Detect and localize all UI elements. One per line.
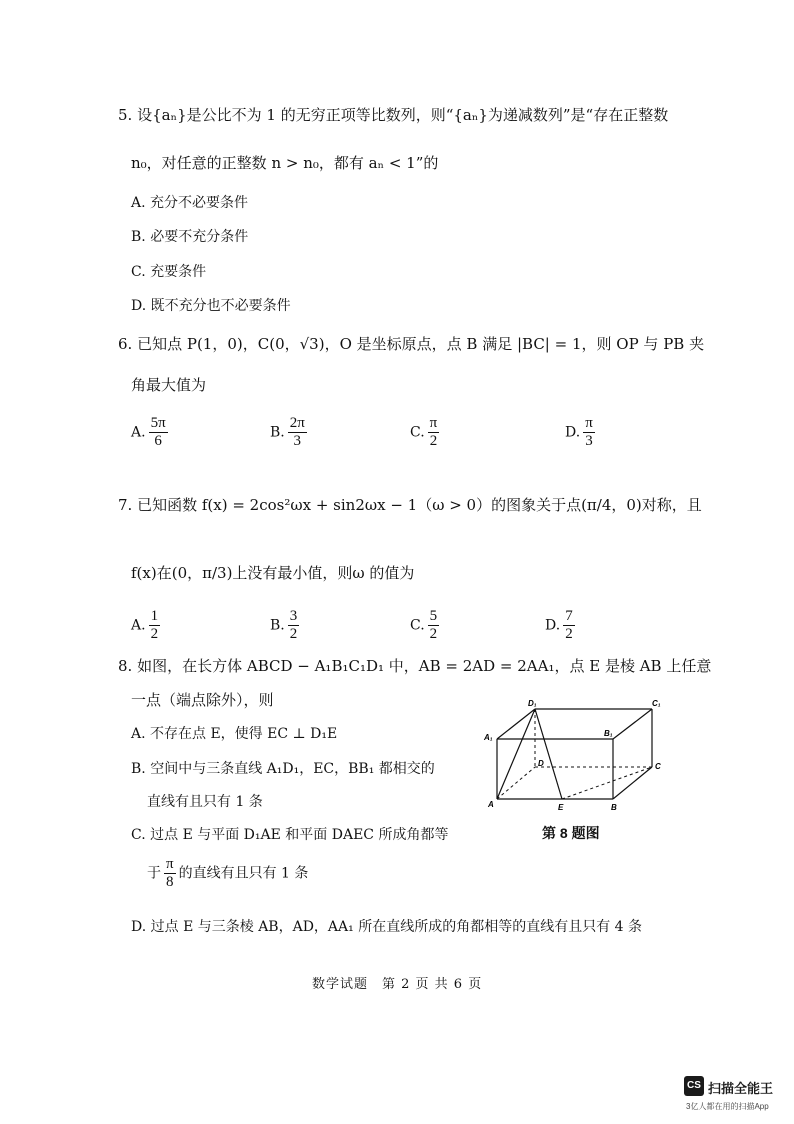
question-8-option-c-cont: 于 $\frac{\pi}{8}$ 的直线有且只有 1 条	[147, 856, 309, 890]
segment-d1e	[535, 709, 562, 799]
fraction: $\frac{2\pi}{3}$	[289, 415, 305, 449]
figure-caption: 第 8 题图	[542, 825, 600, 841]
fraction: $\frac{1}{2}$	[150, 608, 159, 642]
question-7-option-c: C. $\frac{5}{2}$	[410, 608, 438, 642]
cuboid-figure	[480, 695, 670, 815]
label-e: E	[558, 803, 564, 812]
question-8-option-a: A. 不存在点 E，使得 EC ⊥ D₁E	[131, 726, 338, 742]
fraction: $\frac{3}{2}$	[289, 608, 298, 642]
question-6-stem-line1: 6. 已知点 P(1，0)，C(0，√3)，O 是坐标原点，点 B 满足 |BC| = 1，则 OP 与 PB 夹	[118, 335, 705, 353]
edge-b1c1	[613, 709, 652, 739]
question-6-stem-line2: 角最大值为	[131, 376, 207, 394]
question-5-stem-line1: 5. 设{aₙ}是公比不为 1 的无穷正项等比数列，则“{aₙ}为递减数列”是“存在正整数	[118, 106, 669, 124]
hidden-segment-ec	[562, 767, 652, 799]
edge-bc	[613, 767, 652, 799]
question-6-option-b: B. $\frac{2\pi}{3}$	[270, 415, 305, 449]
fraction: $\frac{\pi}{2}$	[429, 415, 438, 449]
question-5-stem-line2: n₀，对任意的正整数 n > n₀，都有 aₙ < 1”的	[131, 154, 439, 172]
page-footer: 数学试题 第 2 页 共 6 页	[312, 977, 483, 992]
scanner-logo-icon: CS	[684, 1076, 704, 1096]
label-a: A	[488, 800, 494, 809]
question-5-option-a: A. 充分不必要条件	[131, 195, 249, 211]
hidden-edge-ad	[497, 767, 535, 799]
label-b: B	[611, 803, 617, 812]
fraction: $\frac{5\pi}{6}$	[150, 415, 166, 449]
label-a1: A₁	[484, 733, 493, 742]
question-7-option-b: B. $\frac{3}{2}$	[270, 608, 298, 642]
question-8-option-d: D. 过点 E 与三条棱 AB，AD，AA₁ 所在直线所成的角都相等的直线有且只有 4 条	[131, 919, 643, 935]
label-d: D	[538, 759, 544, 768]
scanner-brand-title: 扫描全能王	[708, 1081, 774, 1096]
question-8-stem-line1: 8. 如图，在长方体 ABCD − A₁B₁C₁D₁ 中，AB = 2AD = 2AA₁，点 E 是棱 AB 上任意	[118, 657, 712, 675]
question-5-option-b: B. 必要不充分条件	[131, 229, 249, 245]
question-7-option-d: D. $\frac{7}{2}$	[545, 608, 573, 642]
question-6-option-a: A. $\frac{5\pi}{6}$	[131, 415, 166, 449]
question-7-stem-line1: 7. 已知函数 f(x) = 2cos²ωx + sin2ωx − 1（ω > 0）的图象关于点(π/4，0)对称，且	[118, 496, 702, 514]
question-8-stem-line2: 一点（端点除外），则	[131, 691, 274, 709]
label-b1: B₁	[604, 729, 613, 738]
fraction: $\frac{\pi}{8}$	[166, 856, 174, 890]
question-8-option-b: B. 空间中与三条直线 A₁D₁，EC，BB₁ 都相交的	[131, 761, 435, 777]
label-d1: D₁	[528, 699, 537, 708]
fraction: $\frac{7}{2}$	[565, 608, 573, 642]
fraction: $\frac{\pi}{3}$	[585, 415, 593, 449]
segment-d1a	[497, 709, 535, 799]
scanner-brand-subtitle: 3亿人都在用的扫描App	[686, 1102, 769, 1111]
question-6-option-c: C. $\frac{\pi}{2}$	[410, 415, 438, 449]
question-7-stem-line2: f(x)在(0，π/3)上没有最小值，则ω 的值为	[131, 564, 415, 582]
label-c1: C₁	[652, 699, 661, 708]
question-8-option-b-cont: 直线有且只有 1 条	[147, 794, 263, 810]
question-7-option-a: A. $\frac{1}{2}$	[131, 608, 159, 642]
question-5-option-d: D. 既不充分也不必要条件	[131, 298, 291, 314]
question-6-option-d: D. $\frac{\pi}{3}$	[565, 415, 593, 449]
question-5-option-c: C. 充要条件	[131, 264, 207, 280]
question-8-option-c: C. 过点 E 与平面 D₁AE 和平面 DAEC 所成角都等	[131, 827, 449, 843]
label-c: C	[655, 762, 661, 771]
fraction: $\frac{5}{2}$	[429, 608, 438, 642]
